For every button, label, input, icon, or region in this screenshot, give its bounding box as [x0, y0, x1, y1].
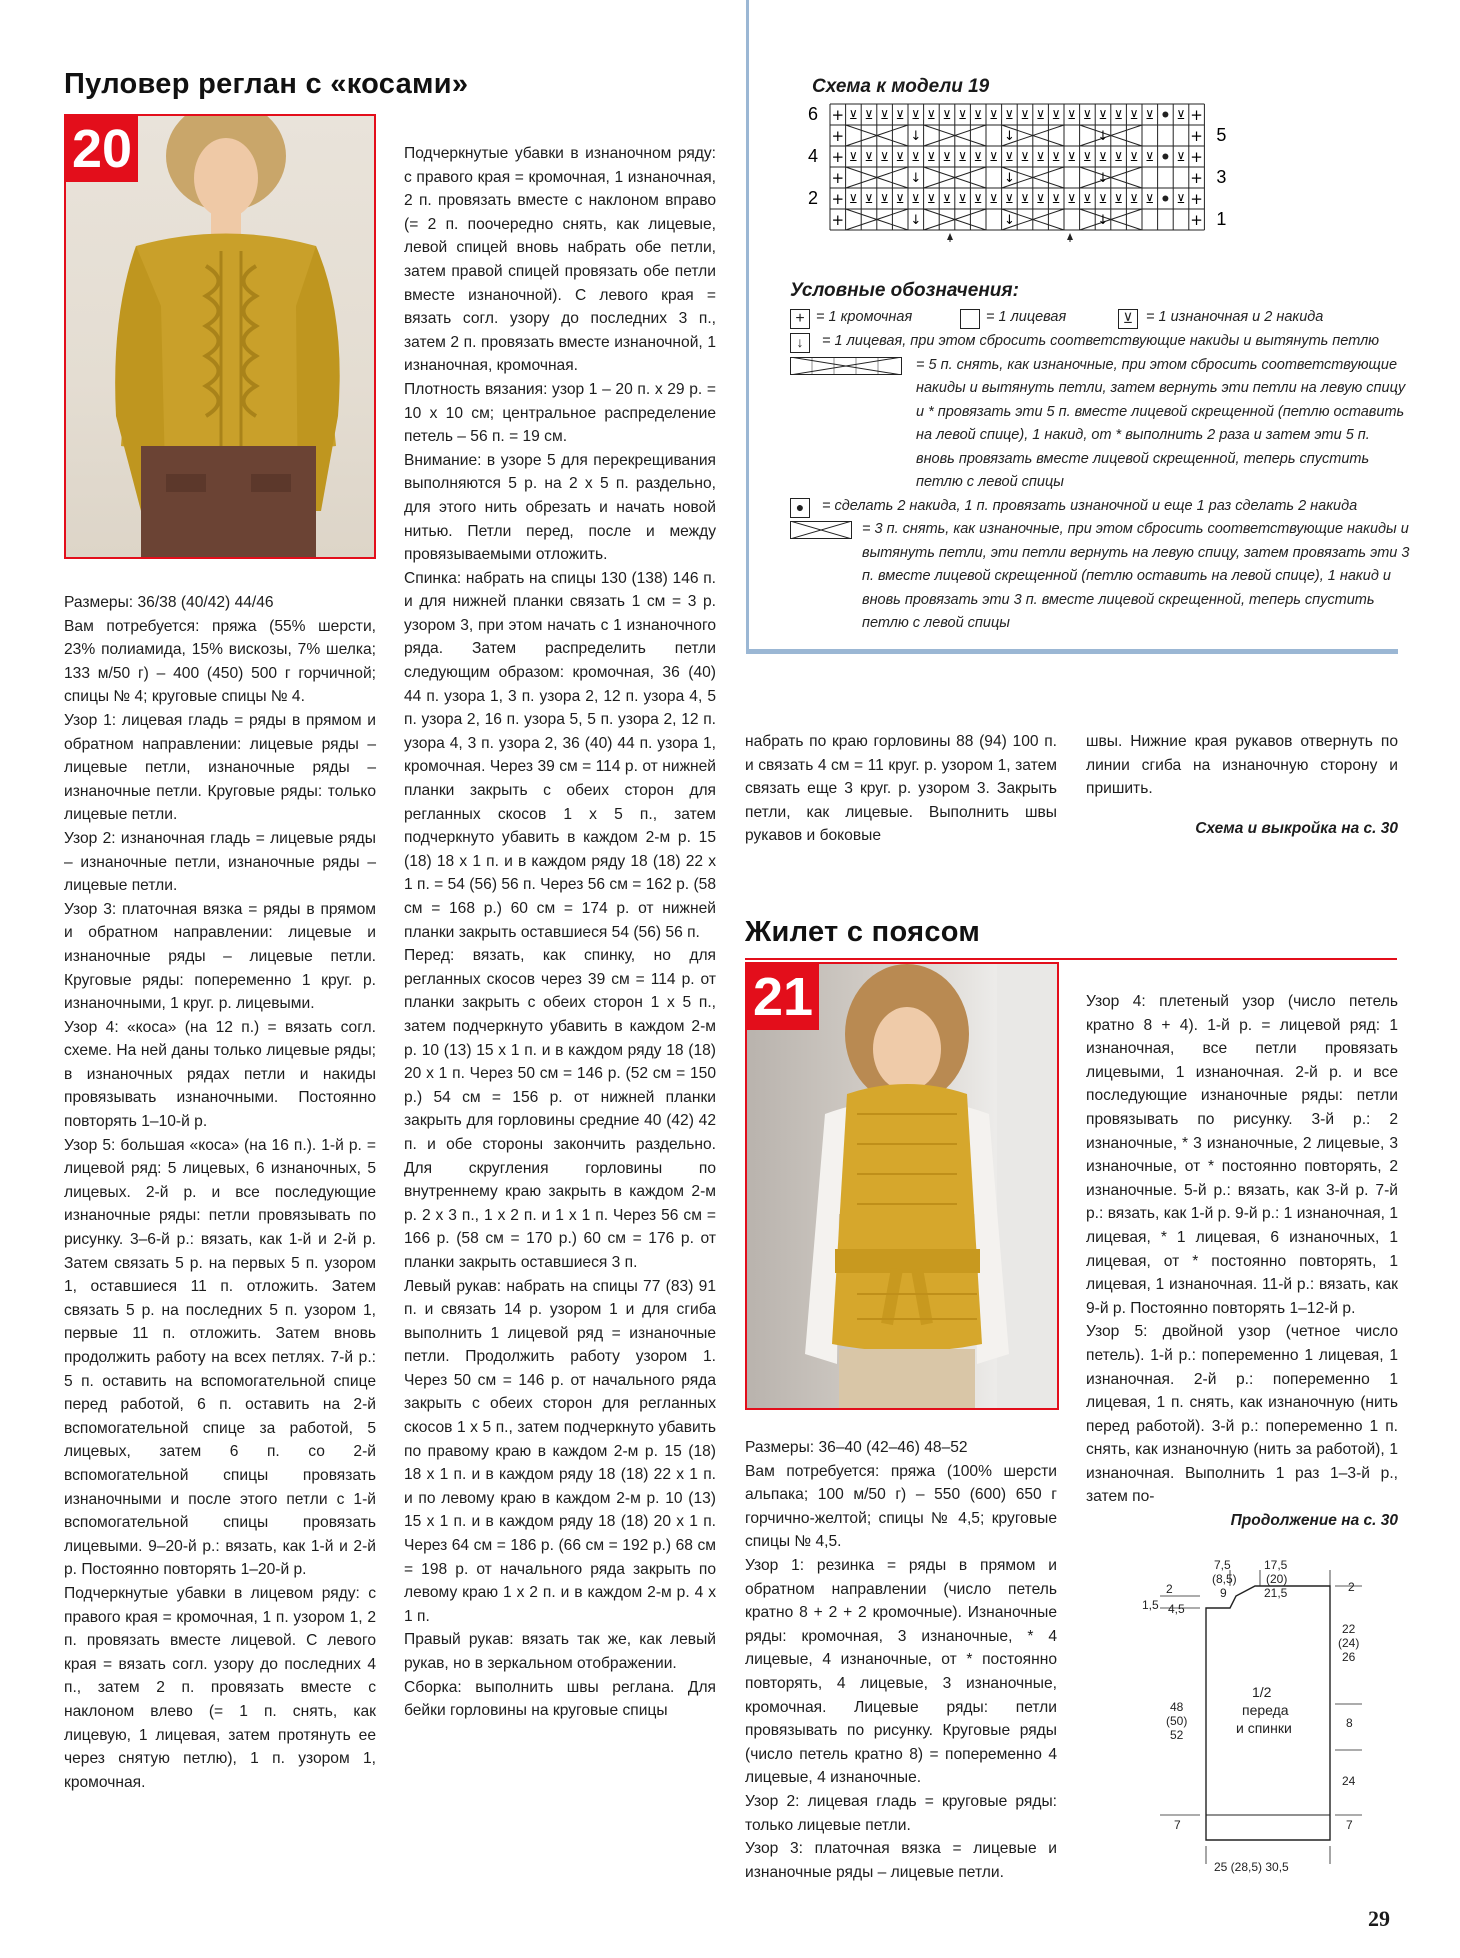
svg-text:↓: ↓ [1003, 129, 1015, 144]
row-number-left: 2 [808, 188, 819, 208]
svg-text:⊻: ⊻ [1036, 150, 1045, 164]
svg-text:⊻: ⊻ [1036, 192, 1045, 206]
svg-text:⊻: ⊻ [849, 150, 858, 164]
cross-3-stitch-icon [790, 521, 852, 548]
continued-reference: Продолжение на с. 30 [1230, 1512, 1398, 1530]
svg-text:⊻: ⊻ [958, 108, 967, 122]
text-para: Узор 3: платочная вязка = ряды в прямом и обратном направлении: лицевые и изнаночные ряды – лицевые петли. Круговые ряды: попеременно 1 круг. р. изнаночными, 1 круг. р. лицевыми. [64, 900, 376, 1013]
svg-text:⊻: ⊻ [1114, 192, 1123, 206]
svg-text:⊻: ⊻ [1036, 108, 1045, 122]
model-21-illustration [747, 964, 1057, 1408]
text-para: Спинка: набрать на спицы 130 (138) 146 п. и для нижней планки связать 1 см = 3 р. узором 3, при этом начать с 1 изнаночного ряда. Затем распределить петли следующим образом: кромочная, 36 (40) 44 п. узора 1, 3 п. узора 2, 12 п. узора 4, 5 п. узора 2, 16 п. узора 5, 5 п. узора 2, 12 п. узора 4, 3 п. узора 2, 36 (40) 44 п. узора 1, кромочная. Через 39 см = 114 р. от нижней планки закрыть с обеих сторон для регланных скосов 1 х 5 п., затем подчеркнуто убавить в каждом 2-м р. 15 (18) 18 х 1 п. и в каждом ряду 18 (18) 22 х 1 п. = 54 (56) 56 п. Через 56 см = 162 р. (58 см = 168 р.) 60 см = 174 р. от нижней планки закрыть оставшиеся 54 (56) 56 п. [404, 569, 716, 941]
svg-text:↓: ↓ [1003, 213, 1015, 228]
legend-text: = 1 лицевая [986, 309, 1067, 325]
svg-text:↓: ↓ [910, 213, 922, 228]
svg-text:↓: ↓ [1097, 129, 1109, 144]
svg-text:⊻: ⊻ [1098, 192, 1108, 206]
text-para: Левый рукав: набрать на спицы 77 (83) 91 п. и связать 14 р. узором 1 и для сгиба выполнить 1 лицевой ряд = изнаночные петли. Продолжить работу узором 1. Через 50 см = 146 р. от начального ряда закрыть с обеих сторон для регланных скосов 1 х 5 п., затем подчеркнуто убавить по правому краю в каждом 2-м р. 15 (18) 18 х 1 п. и в каждом ряду 18 (18) 22 х 1 п. и по левому краю в каждом 2-м р. 10 (13) 15 х 1 п. и в каждом ряду 18 (18) 20 х 1 п. Через 64 см = 186 р. (66 см = 192 р.) 68 см = 198 р. от начального ряда закрыть по левому краю 1 х 2 п. и в каждом 2-м р. 4 х 1 п. [404, 1277, 716, 1625]
svg-text:⊻: ⊻ [1098, 150, 1108, 164]
dim-label: (24) [1338, 1636, 1360, 1650]
article-title-pullover: Пуловер реглан с «косами» [64, 68, 469, 100]
legend-row-3 [790, 354, 1410, 495]
svg-text:⊻: ⊻ [1020, 150, 1030, 164]
text-para: Сборка: выполнить швы реглана. Для бейки горловины на круговые спицы [404, 1678, 716, 1720]
v-icon: ⊻ [1118, 309, 1138, 329]
svg-text:+: + [1190, 148, 1203, 166]
legend-row-5 [790, 518, 1410, 636]
svg-text:⊻: ⊻ [864, 192, 874, 206]
svg-text:+: + [831, 169, 845, 187]
svg-text:+: + [1190, 190, 1203, 208]
svg-text:⊻: ⊻ [1051, 192, 1061, 206]
dim-label: 21,5 [1264, 1586, 1288, 1600]
dim-label: 2 [1166, 1582, 1173, 1596]
svg-text:+: + [831, 106, 845, 124]
dim-label: 7 [1174, 1818, 1181, 1832]
svg-text:⊻: ⊻ [880, 150, 889, 164]
knitting-chart [800, 102, 1320, 242]
svg-text:↓: ↓ [1097, 213, 1109, 228]
dim-label: (8,5) [1212, 1572, 1237, 1586]
chart-box-border-left [746, 0, 749, 652]
text-para: Узор 5: большая «коса» (на 16 п.). 1-й р. = лицевой ряд: 5 лицевых, 6 изнаночных, 5 лицевых. 2-й р. и все последующие изнаночные ряды: петли провязывать по рисунку. 3–6-й р.: вязать, как 1-й и 2-й р. Затем связать 5 р. на первых 5 п. узором 1, оставшиеся 11 п. отложить. Затем связать 5 р. на последних 5 п. узором 1, первые 11 п. отложить. Затем вновь продолжить работу на всех петлях. 7-й р.: 5 п. оставить на вспомогательной спице перед работой, 6 п. оставить на 2-й вспомогательной спице за работой, 5 лицевых, затем 6 п. со 2-й вспомогательной спицы провязать изнаночными и после этого петли с 1-й вспомогательной спицы провязать лицевыми. 9–20-й р.: вязать, как 1-й и 2-й р. Постоянно повторять 1–20-й р. [64, 1136, 376, 1579]
svg-text:⊻: ⊻ [942, 150, 952, 164]
svg-text:⊻: ⊻ [1005, 150, 1014, 164]
dim-label: 17,5 [1264, 1558, 1288, 1572]
svg-text:⊻: ⊻ [989, 150, 999, 164]
svg-text:⊻: ⊻ [989, 192, 999, 206]
svg-text:⊻: ⊻ [895, 150, 905, 164]
svg-text:⊻: ⊻ [973, 108, 983, 122]
legend-row-4 [790, 495, 1410, 519]
svg-text:⊻: ⊻ [864, 108, 874, 122]
dim-label: 8 [1346, 1716, 1353, 1730]
svg-text:⊻: ⊻ [973, 192, 983, 206]
photo-model-21 [745, 962, 1059, 1410]
svg-text:⊻: ⊻ [989, 108, 999, 122]
svg-text:⊻: ⊻ [1145, 108, 1155, 122]
svg-text:⊻: ⊻ [1145, 150, 1155, 164]
svg-text:⊻: ⊻ [927, 150, 936, 164]
legend-block [790, 306, 1410, 636]
dim-label: 2 [1348, 1580, 1355, 1594]
svg-text:⊻: ⊻ [942, 108, 952, 122]
dim-label: 48 [1170, 1700, 1184, 1714]
text-para: Узор 2: изнаночная гладь = лицевые ряды – изнаночные петли, изнаночные ряды – лицевые петли. [64, 829, 376, 895]
svg-text:⊻: ⊻ [1145, 192, 1155, 206]
article1-column-1 [64, 591, 376, 1794]
article1-column-3 [745, 730, 1057, 848]
svg-text:⊻: ⊻ [1129, 150, 1139, 164]
dim-label: 22 [1342, 1622, 1356, 1636]
dim-label: 1,5 [1142, 1598, 1159, 1612]
svg-text:⊻: ⊻ [1083, 192, 1092, 206]
svg-text:↓: ↓ [1003, 171, 1015, 186]
svg-text:⊻: ⊻ [1067, 150, 1077, 164]
article2-column-2 [1086, 990, 1398, 1533]
svg-text:+: + [831, 148, 845, 166]
row-number-right: 5 [1216, 125, 1227, 145]
svg-text:⊻: ⊻ [958, 150, 967, 164]
dim-label: 24 [1342, 1774, 1356, 1788]
model-number-badge: 21 [747, 964, 819, 1030]
dim-label: (50) [1166, 1714, 1188, 1728]
svg-text:⊻: ⊻ [1083, 108, 1092, 122]
page-number: 29 [1368, 1906, 1390, 1931]
svg-text:⊻: ⊻ [911, 108, 921, 122]
text-para: Правый рукав: вязать так же, как левый рукав, но в зеркальном отображении. [404, 1631, 716, 1672]
row-number-right: 1 [1216, 209, 1227, 229]
text-para: Узор 2: лицевая гладь = круговые ряды: только лицевые петли. [745, 1792, 1057, 1834]
model-20-illustration [66, 116, 374, 557]
svg-text:⊻: ⊻ [1020, 192, 1030, 206]
legend-text: = 1 кромочная [816, 309, 913, 325]
text-para: Подчеркнутые убавки в изнаночном ряду: с правого края = кромочная, 1 изнаночная, 2 п. провязать вместе с наклоном вправо (= 2 п. поочередно снять, как лицевые, левой спицей вновь набрать обе петли, затем правой спицей провязать обе петли вместе изнаночной). С левого края = вязать согл. узору до последних 3 п., затем 2 п. провязать вместе изнаночной, 1 изнаночная, кромочная. [404, 145, 716, 375]
empty-cell-icon [960, 309, 980, 329]
dim-label: 9 [1220, 1586, 1227, 1600]
legend-text: = 3 п. снять, как изнаночные, при этом сбросить соответствующие накиды и вытянуть петли, эти петли вернуть на левую спицу, затем провязать эти 3 п. вместе лицевой скрещенной (петлю оставить на левой спице), 1 накид и вновь провязать эти 3 п. вместе лицевой скрещенной, теперь спустить петлю с левой спицы [862, 521, 1410, 631]
photo-model-20 [64, 114, 376, 559]
pattern-piece-label: и спинки [1236, 1720, 1292, 1736]
svg-text:⊻: ⊻ [1129, 108, 1139, 122]
text-para: Размеры: 36/38 (40/42) 44/46 [64, 594, 274, 611]
svg-text:⊻: ⊻ [1051, 150, 1061, 164]
text-para: Узор 4: «коса» (на 12 п.) = вязать согл. схеме. На ней даны только лицевые ряды; в изнаночных рядах петли и накиды провязывать изнаночными. Постоянно повторять 1–10-й р. [64, 1018, 376, 1131]
svg-text:⊻: ⊻ [864, 150, 874, 164]
text-para: Перед: вязать, как спинку, но для регланных скосов через 39 см = 114 р. от планки закрыть с обеих сторон 1 х 5 п., затем подчеркнуто убавить в каждом 2-м р. 10 (13) 15 х 1 п. и в каждом ряду 18 (18) 20 х 1 п. Через 50 см = 146 р. (52 см = 150 р.) 54 см = 156 р. от нижней планки закрыть для горловины средние 40 (42) 42 п. и обе стороны закончить раздельно. Для скругления горловины по внутреннему краю закрыть в каждом 2-м р. 2 х 3 п., 1 х 2 п. и 1 х 1 п. Через 56 см = 166 р. (58 см = 170 р.) 60 см = 176 р. от планки закрыть оставшиеся 3 п. [404, 947, 716, 1271]
svg-text:⊻: ⊻ [958, 192, 967, 206]
chart-box-border-bottom [746, 649, 1398, 654]
svg-text:+: + [831, 190, 845, 208]
svg-text:⊻: ⊻ [895, 108, 905, 122]
svg-text:+: + [1190, 169, 1203, 187]
dim-label: 26 [1342, 1650, 1356, 1664]
legend-row-2 [790, 330, 1410, 354]
svg-text:⊻: ⊻ [1083, 150, 1092, 164]
svg-text:⊻: ⊻ [973, 150, 983, 164]
svg-text:↓: ↓ [910, 171, 922, 186]
text-para: Узор 4: плетеный узор (число петель кратно 8 + 4). 1-й р. = лицевой ряд: 1 изнаночная, все петли провязать лицевыми, 1 изнаночная. 2-й р. и все последующие изнаночные ряды: петли провязывать по рисунку. 3-й р.: 2 изнаночные, * 3 изнаночные, 2 лицевые, 3 изнаночные, от * постоянно повторять, 2 изнаночные. 5-й р.: вязать, как 3-й р. 7-й р.: вязать, как 1-й р. 9-й р.: 1 изнаночная, 1 лицевая, * 1 лицевая, 6 изнаночных, 1 лицевая, от * постоянно повторять, 1 лицевая, 1 изнаночная. 11-й р.: вязать, как 9-й р. Постоянно повторять 1–12-й р. [1086, 993, 1398, 1317]
row-number-left: 6 [808, 104, 819, 124]
svg-text:⊻: ⊻ [1051, 108, 1061, 122]
pattern-piece-label: 1/2 [1252, 1684, 1272, 1700]
svg-text:+: + [1190, 211, 1203, 229]
text-para: Узор 5: двойной узор (четное число петель). 1-й р.: попеременно 1 лицевая, 1 изнаночная. 2-й р.: попеременно 1 лицевая, 1 п. снять, как изнаночную (нить перед работой). 3-й р.: попеременно 1 п. снять, как изнаночную (нить за работой), 1 изнаночная. Выполнить 1 раз 1–3-й р., затем по- [1086, 1323, 1398, 1506]
svg-text:⊻: ⊻ [880, 192, 889, 206]
text-para: Узор 3: платочная вязка = лицевые и изнаночные ряды – лицевые петли. [745, 1840, 1057, 1881]
svg-text:⊻: ⊻ [1005, 192, 1014, 206]
article1-column-4 [1086, 730, 1398, 840]
dim-label: 52 [1170, 1728, 1184, 1742]
article-title-vest: Жилет с поясом [745, 916, 981, 948]
page-reference: Схема и выкройка на с. 30 [1195, 819, 1398, 837]
legend-text: = 5 п. снять, как изнаночные, при этом сбросить соответствующие накиды и вытянуть петли, затем вернуть эти петли на левую спицу и * провязать эти 5 п. вместе лицевой скрещенной (петлю оставить на левой спице), 1 накид, от * выполнить 2 раза и затем эти 5 п. вновь провязать вместе лицевой скрещенной, теперь спустить петлю с левой спицы [916, 356, 1406, 490]
text-para: набрать по краю горловины 88 (94) 100 п. и связать 4 см = 11 круг. р. узором 1, затем связать еще 3 круг. р. узором 3. Закрыть петли, как лицевые. Выполнить швы рукавов и боковые [745, 733, 1057, 845]
legend-text: = сделать 2 накида, 1 п. провязать изнаночной и еще 1 раз сделать 2 накида [822, 497, 1358, 514]
text-para: Размеры: 36–40 (42–46) 48–52 [745, 1439, 968, 1456]
title-rule [745, 958, 1397, 960]
svg-text:⊻: ⊻ [1114, 150, 1123, 164]
plus-icon: + [790, 309, 810, 329]
text-para: швы. Нижние края рукавов отвернуть по линии сгиба на изнаночную сторону и пришить. [1086, 733, 1398, 798]
arrow-down-icon: ↓ [790, 333, 810, 353]
row-number-right: 3 [1216, 167, 1227, 187]
dim-label: 7,5 [1214, 1558, 1231, 1572]
svg-text:⊻: ⊻ [911, 192, 921, 206]
knitting-chart-grid [800, 102, 1320, 242]
svg-text:⊻: ⊻ [1176, 108, 1186, 122]
text-para: Подчеркнутые убавки в лицевом ряду: с правого края = кромочная, 1 п. узором 1, 2 п. провязать вместе лицевой. С левого края = вязать согл. узору до последних 4 п., затем 2 п. провязать вместе с наклоном влево (= 1 п. снять, как лицевую, 1 лицевая, затем протянуть ее через снятую петлю), 1 п. узором 1, кромочная. [64, 1584, 376, 1791]
vest-pattern-schematic [1140, 1560, 1370, 1890]
svg-text:⊻: ⊻ [927, 192, 936, 206]
svg-text:⊻: ⊻ [942, 192, 952, 206]
text-para: Узор 1: лицевая гладь = ряды в прямом и обратном направлении: лицевые ряды – лицевые петли, изнаночные ряды – изнаночные петли. Круговые ряды: только лицевые петли. [64, 711, 376, 824]
svg-text:↓: ↓ [1097, 171, 1109, 186]
svg-text:⊻: ⊻ [1067, 192, 1077, 206]
svg-text:+: + [831, 211, 845, 229]
text-para: Плотность вязания: узор 1 – 20 п. х 29 р. = 10 х 10 см; центральное распределение петель – 56 п. = 19 см. [404, 380, 716, 446]
svg-text:⊻: ⊻ [849, 192, 858, 206]
svg-text:⊻: ⊻ [1098, 108, 1108, 122]
legend-text: = 1 изнаночная и 2 накида [1146, 309, 1324, 325]
text-para: Узор 1: резинка = ряды в прямом и обратном направлении (число петель кратно 8 + 2 + 2 кромочные). Изнаночные ряды: кромочная, 3 изнаночные, * 4 лицевые, 4 изнаночные, от * постоянно повторять, 4 лицевые, 3 изнаночные, кромочная. Лицевые ряды: петли провязывать по рисунку. Круговые ряды (число петель кратно 8) = попеременно 4 лицевые, 4 изнаночные. [745, 1556, 1057, 1787]
text-para: Вам потребуется: пряжа (55% шерсти, 23% полиамида, 15% вискозы, 7% шелка; 133 м/50 г) – 400 (450) 500 г горчичной; спицы № 4; круговые спицы № 4. [64, 617, 376, 706]
article1-column-2 [404, 142, 716, 1723]
chart-title: Схема к модели 19 [812, 76, 990, 97]
cross-5-stitch-icon [790, 357, 902, 384]
svg-text:+: + [831, 127, 845, 145]
svg-text:↓: ↓ [910, 129, 922, 144]
dim-label: 7 [1346, 1818, 1353, 1832]
svg-text:⊻: ⊻ [927, 108, 936, 122]
svg-text:+: + [1190, 106, 1203, 124]
svg-text:⊻: ⊻ [1067, 108, 1077, 122]
article2-column-1 [745, 1436, 1057, 1884]
pattern-piece-label: переда [1242, 1702, 1289, 1718]
svg-text:⊻: ⊻ [1020, 108, 1030, 122]
model-number-badge: 20 [66, 116, 138, 182]
text-para: Вам потребуется: пряжа (100% шерсти альпака; 100 м/50 г) – 550 (600) 650 г горчично-желтой; спицы № 4,5; круговые спицы № 4,5. [745, 1462, 1057, 1551]
svg-text:+: + [1190, 127, 1203, 145]
dim-label: 25 (28,5) 30,5 [1214, 1860, 1289, 1874]
dim-label: (20) [1266, 1572, 1288, 1586]
svg-text:⊻: ⊻ [895, 192, 905, 206]
dim-label: 4,5 [1168, 1602, 1185, 1616]
svg-text:⊻: ⊻ [911, 150, 921, 164]
legend-text: = 1 лицевая, при этом сбросить соответствующие накиды и вытянуть петлю [822, 333, 1380, 349]
svg-text:⊻: ⊻ [1129, 192, 1139, 206]
row-number-left: 4 [808, 146, 819, 166]
legend-row-1 [790, 306, 1410, 330]
text-para: Внимание: в узоре 5 для перекрещивания выполняются 5 р. на 2 х 5 п. раздельно, для этого нить обрезать и начать новой нитью. Петли перед, после и между провязываемыми отложить. [404, 451, 716, 564]
dot-icon: ● [790, 498, 810, 518]
svg-text:⊻: ⊻ [1005, 108, 1014, 122]
legend-title: Условные обозначения: [790, 280, 1019, 301]
svg-text:⊻: ⊻ [1114, 108, 1123, 122]
svg-text:⊻: ⊻ [1176, 150, 1186, 164]
svg-text:⊻: ⊻ [849, 108, 858, 122]
svg-text:⊻: ⊻ [1176, 192, 1186, 206]
svg-text:⊻: ⊻ [880, 108, 889, 122]
